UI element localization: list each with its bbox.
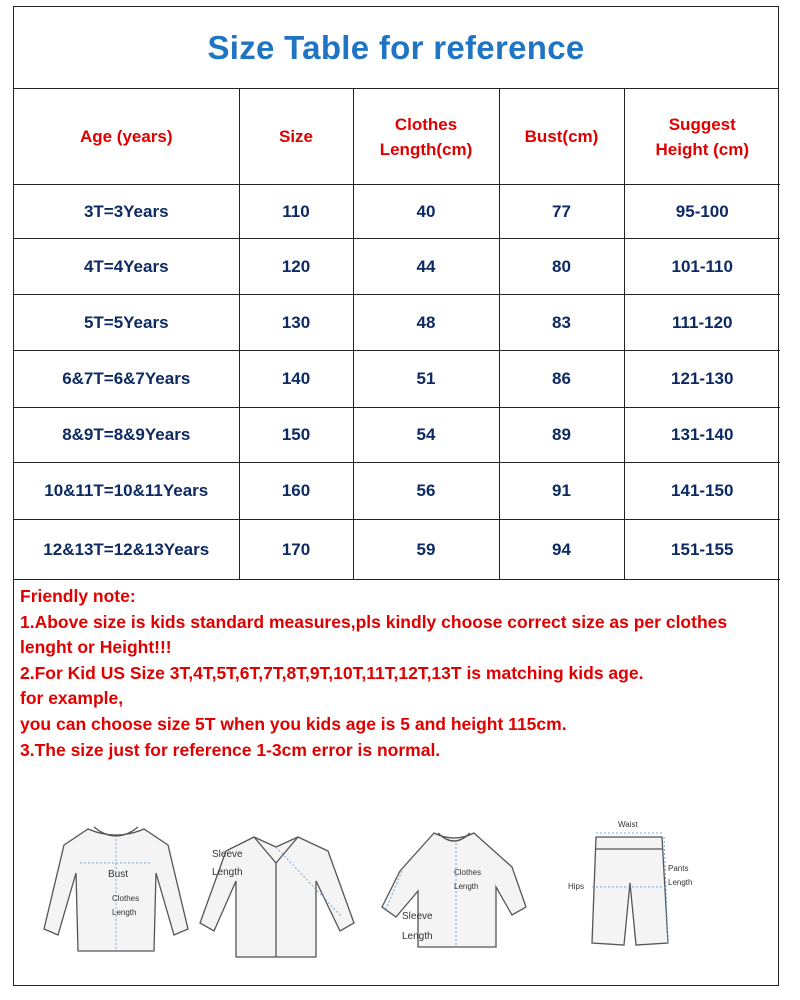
cell-age: 5T=5Years <box>14 295 239 351</box>
size-table <box>14 89 780 580</box>
cell-height: 95-100 <box>624 185 780 239</box>
table-row <box>14 185 780 239</box>
cell-clothes-length: 54 <box>353 408 499 463</box>
cell-height: 151-155 <box>624 520 780 580</box>
diagram-label: Length <box>454 882 479 891</box>
title-banner <box>14 7 778 89</box>
table-row <box>14 351 780 408</box>
note-heading: Friendly note: <box>20 586 136 606</box>
cell-size: 120 <box>239 239 353 295</box>
cell-clothes-length: 48 <box>353 295 499 351</box>
cell-size: 170 <box>239 520 353 580</box>
cell-size: 130 <box>239 295 353 351</box>
cell-height: 121-130 <box>624 351 780 408</box>
note-line: 2.For Kid US Size 3T,4T,5T,6T,7T,8T,9T,10T,11T,12T,13T is matching kids age. <box>20 662 644 683</box>
sweater-diagram <box>36 811 196 961</box>
diagram-label: Waist <box>618 820 638 829</box>
cell-clothes-length: 59 <box>353 520 499 580</box>
cell-height: 141-150 <box>624 463 780 520</box>
diagram-label: Clothes <box>112 894 140 903</box>
header-suggest-height: Suggest Height (cm) <box>624 89 780 185</box>
cell-age: 6&7T=6&7Years <box>14 351 239 408</box>
table-row <box>14 295 780 351</box>
cell-age: 10&11T=10&11Years <box>14 463 239 520</box>
cell-bust: 83 <box>499 295 624 351</box>
cell-size: 140 <box>239 351 353 408</box>
cell-clothes-length: 44 <box>353 239 499 295</box>
header-size: Size <box>239 89 353 185</box>
diagram-label: Length <box>402 931 433 942</box>
cell-height: 101-110 <box>624 239 780 295</box>
note-line: you can choose size 5T when you kids age is 5 and height 115cm. <box>20 713 567 734</box>
size-chart-sheet <box>13 6 779 986</box>
note-line: 1.Above size is kids standard measures,pls kindly choose correct size as per clothes lenght or Height!!! <box>20 611 728 658</box>
cell-bust: 80 <box>499 239 624 295</box>
shirt-diagram <box>192 807 362 967</box>
cell-bust: 94 <box>499 520 624 580</box>
measurement-diagrams <box>14 805 780 975</box>
table-row <box>14 463 780 520</box>
cell-age: 3T=3Years <box>14 185 239 239</box>
diagram-label: Length <box>668 878 693 887</box>
table-row <box>14 239 780 295</box>
table-header-row <box>14 89 780 185</box>
header-clothes-length: Clothes Length(cm) <box>353 89 499 185</box>
cell-height: 131-140 <box>624 408 780 463</box>
diagram-label: Sleeve <box>402 911 433 922</box>
cell-height: 111-120 <box>624 295 780 351</box>
header-age: Age (years) <box>14 89 239 185</box>
diagram-label: Clothes <box>454 868 482 877</box>
note-line: 3.The size just for reference 1-3cm error is normal. <box>20 739 441 760</box>
cell-clothes-length: 51 <box>353 351 499 408</box>
cell-bust: 91 <box>499 463 624 520</box>
diagram-label: Pants <box>668 864 689 873</box>
cell-clothes-length: 40 <box>353 185 499 239</box>
cell-bust: 89 <box>499 408 624 463</box>
cell-age: 8&9T=8&9Years <box>14 408 239 463</box>
cell-bust: 77 <box>499 185 624 239</box>
diagram-label: Hips <box>568 882 585 891</box>
cell-size: 110 <box>239 185 353 239</box>
page-title: Size Table for reference <box>207 28 585 66</box>
header-bust: Bust(cm) <box>499 89 624 185</box>
diagram-label: Length <box>112 908 137 917</box>
cell-age: 12&13T=12&13Years <box>14 520 239 580</box>
diagram-label: Bust <box>108 869 129 880</box>
note-line: for example, <box>20 688 124 709</box>
cell-bust: 86 <box>499 351 624 408</box>
cell-size: 150 <box>239 408 353 463</box>
cell-clothes-length: 56 <box>353 463 499 520</box>
table-row <box>14 520 780 580</box>
table-row <box>14 408 780 463</box>
cell-size: 160 <box>239 463 353 520</box>
cell-age: 4T=4Years <box>14 239 239 295</box>
pants-diagram <box>554 807 704 967</box>
diagram-label: Length <box>212 867 243 878</box>
diagram-label: Sleeve <box>212 849 243 860</box>
raglan-diagram <box>372 811 532 961</box>
friendly-note <box>14 580 778 763</box>
